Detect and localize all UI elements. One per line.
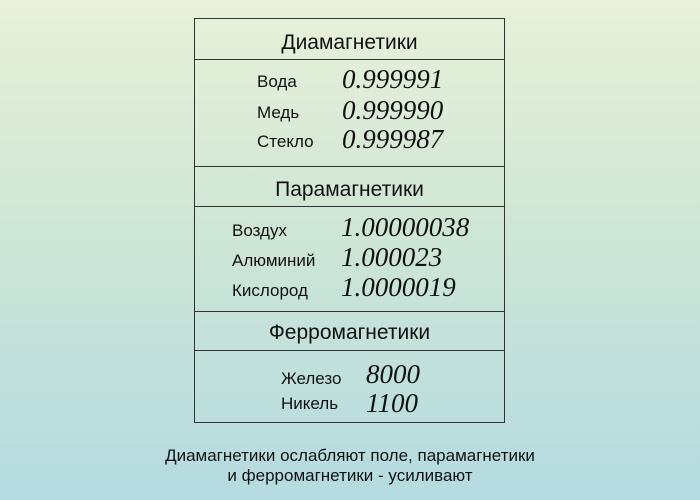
material-value-oxygen: 1.0000019 — [341, 272, 456, 302]
material-label-copper: Медь — [257, 103, 300, 122]
material-value-glass: 0.999987 — [342, 124, 444, 154]
material-value-aluminium: 1.000023 — [341, 242, 443, 272]
material-label-aluminium: Алюминий — [232, 251, 316, 270]
caption-line-1: Диамагнетики ослабляют поле, парамагнетики — [165, 446, 535, 465]
material-value-nickel: 1100 — [366, 388, 418, 418]
divider — [195, 59, 504, 60]
material-label-nickel: Никель — [281, 394, 339, 413]
divider — [195, 350, 504, 351]
material-label-iron: Железо — [281, 369, 342, 388]
material-value-air: 1.00000038 — [341, 212, 470, 242]
section-title-diamagnetics: Диамагнетики — [281, 31, 418, 54]
material-value-water: 0.999991 — [342, 64, 444, 94]
material-value-iron: 8000 — [366, 359, 420, 389]
material-label-glass: Стекло — [257, 132, 314, 151]
permeability-table — [194, 18, 505, 423]
material-label-water: Вода — [257, 72, 297, 91]
material-value-copper: 0.999990 — [342, 95, 444, 125]
divider — [195, 206, 504, 207]
material-label-oxygen: Кислород — [232, 281, 308, 300]
section-title-ferromagnetics: Ферромагнетики — [268, 321, 431, 344]
divider — [195, 311, 504, 312]
material-label-air: Воздух — [232, 221, 287, 240]
divider — [195, 166, 504, 167]
caption-line-2: и ферромагнетики - усиливают — [227, 466, 473, 485]
section-title-paramagnetics: Парамагнетики — [275, 178, 424, 201]
